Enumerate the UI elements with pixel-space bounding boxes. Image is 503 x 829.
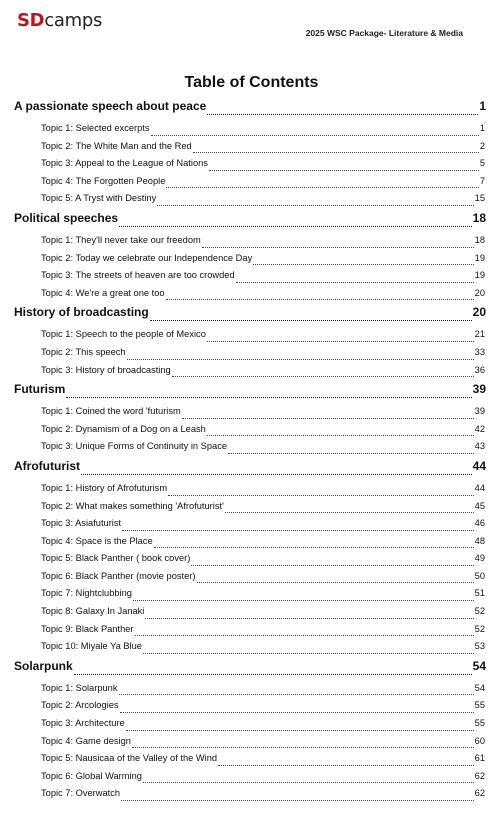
toc-topic-label: Topic 5: A Tryst with Destiny — [41, 193, 157, 204]
toc-topic-page: 55 — [474, 718, 485, 729]
dot-leader — [81, 459, 472, 480]
dot-leader — [202, 235, 474, 253]
toc-topic-page: 61 — [474, 753, 485, 764]
toc-section-entry[interactable] — [0, 459, 503, 480]
toc-topic-page: 51 — [474, 588, 485, 599]
page-title: Table of Contents — [184, 74, 319, 91]
dot-leader — [157, 193, 473, 211]
toc-section-page: 44 — [472, 458, 486, 473]
dot-leader — [143, 771, 474, 789]
dot-leader — [151, 123, 479, 141]
toc-topic-label: Topic 2: Today we celebrate our Independence Day — [41, 252, 253, 263]
toc-topic-page: 60 — [474, 735, 485, 746]
toc-topic-page: 50 — [474, 570, 485, 581]
toc-topic-entry[interactable] — [0, 536, 503, 554]
toc-section-title: Solarpunk — [14, 658, 73, 673]
dot-leader — [122, 518, 474, 536]
toc-topic-entry[interactable] — [0, 788, 503, 806]
toc-topic-label: Topic 2: The White Man and the Red — [41, 140, 192, 151]
toc-topic-label: Topic 3: History of broadcasting — [41, 364, 171, 375]
dot-leader — [127, 347, 474, 365]
package-label: 2025 WSC Package- Literature & Media — [305, 28, 463, 38]
toc-section-entry[interactable] — [0, 99, 503, 120]
toc-topic-label: Topic 4: We're a great one too — [41, 287, 165, 298]
toc-topic-page: 52 — [474, 623, 485, 634]
toc-topic-page: 7 — [479, 175, 485, 186]
toc-section-title: A passionate speech about peace — [14, 99, 207, 113]
dot-leader — [143, 641, 474, 659]
table-of-contents — [0, 99, 503, 806]
toc-topic-page: 21 — [474, 329, 485, 340]
toc-topic-label: Topic 4: The Forgotten People — [41, 175, 166, 186]
toc-topic-entry[interactable] — [0, 588, 503, 606]
toc-topic-page: 5 — [479, 158, 485, 169]
toc-topic-entry[interactable] — [0, 235, 503, 253]
toc-topic-entry[interactable] — [0, 518, 503, 536]
toc-topic-entry[interactable] — [0, 365, 503, 383]
dot-leader — [168, 483, 474, 501]
dot-leader — [172, 365, 474, 383]
toc-topic-label: Topic 8: Galaxy In Janaki — [41, 606, 145, 617]
toc-topic-page: 19 — [474, 252, 485, 263]
toc-topic-page: 19 — [474, 270, 485, 281]
toc-topic-label: Topic 4: Game design — [41, 735, 131, 746]
dot-leader — [145, 606, 473, 624]
dot-leader — [207, 99, 478, 120]
toc-section-entry[interactable] — [0, 211, 503, 232]
dot-leader — [132, 736, 474, 754]
toc-topic-label: Topic 2: This speech — [41, 346, 126, 357]
toc-topic-page: 20 — [474, 287, 485, 298]
toc-topic-label: Topic 6: Black Panther (movie poster) — [41, 570, 196, 581]
logo-part-sd: SD — [17, 10, 45, 31]
toc-topic-page: 18 — [474, 234, 485, 245]
toc-topic-page: 55 — [474, 700, 485, 711]
toc-topic-label: Topic 7: Nightclubbing — [41, 588, 132, 599]
toc-topic-label: Topic 6: Global Warming — [41, 770, 142, 781]
toc-topic-page: 53 — [474, 641, 485, 652]
dot-leader — [193, 141, 479, 159]
toc-section-page: 54 — [472, 658, 486, 673]
toc-topic-entry[interactable] — [0, 329, 503, 347]
toc-topic-page: 2 — [479, 140, 485, 151]
toc-topic-entry[interactable] — [0, 718, 503, 736]
dot-leader — [207, 329, 474, 347]
toc-topic-label: Topic 10: Miyale Ya Blue — [41, 641, 142, 652]
dot-leader — [66, 382, 471, 403]
toc-section-title: Political speeches — [14, 210, 119, 225]
toc-topic-page: 1 — [479, 123, 485, 133]
toc-topic-label: Topic 1: Speech to the people of Mexico — [41, 329, 206, 340]
dot-leader — [253, 253, 473, 271]
toc-section-page: 18 — [472, 210, 486, 225]
toc-topic-page: 62 — [474, 788, 485, 799]
toc-topic-label: Topic 2: What makes something 'Afrofuturist' — [41, 500, 224, 511]
dot-leader — [121, 788, 474, 806]
toc-topic-label: Topic 3: Appeal to the League of Nations — [41, 158, 208, 169]
dot-leader — [191, 553, 473, 571]
toc-topic-entry[interactable] — [0, 683, 503, 701]
toc-topic-page: 42 — [474, 423, 485, 434]
dot-leader — [225, 501, 474, 519]
toc-topic-entry[interactable] — [0, 193, 503, 211]
toc-topic-label: Topic 9: Black Panther — [41, 623, 134, 634]
toc-topic-entry[interactable] — [0, 288, 503, 306]
toc-topic-page: 45 — [474, 500, 485, 511]
toc-section-title: Futurism — [14, 382, 66, 397]
toc-topic-entry[interactable] — [0, 424, 503, 442]
toc-topic-label: Topic 3: Architecture — [41, 718, 125, 729]
dot-leader — [207, 424, 474, 442]
dot-leader — [182, 406, 474, 424]
toc-topic-label: Topic 3: The streets of heaven are too crowded — [41, 270, 235, 281]
toc-topic-page: 43 — [474, 441, 485, 452]
dot-leader — [209, 158, 479, 176]
toc-topic-label: Topic 1: Coined the word 'futurism — [41, 406, 181, 417]
dot-leader — [120, 700, 474, 718]
toc-section-entry[interactable] — [0, 305, 503, 326]
toc-topic-entry[interactable] — [0, 176, 503, 194]
toc-section-page: 20 — [472, 305, 486, 320]
toc-section-entry[interactable] — [0, 382, 503, 403]
dot-leader — [166, 288, 474, 306]
toc-topic-page: 52 — [474, 606, 485, 617]
toc-topic-entry[interactable] — [0, 253, 503, 271]
toc-topic-label: Topic 1: History of Afrofuturism — [41, 482, 168, 493]
dot-leader — [74, 659, 472, 680]
toc-topic-entry[interactable] — [0, 483, 503, 501]
dot-leader — [154, 536, 474, 554]
toc-section-entry[interactable] — [0, 659, 503, 680]
toc-topic-entry[interactable] — [0, 441, 503, 459]
dot-leader — [135, 624, 474, 642]
toc-topic-label: Topic 7: Overwatch — [41, 788, 121, 799]
sdcamps-logo — [17, 10, 102, 32]
toc-topic-entry[interactable] — [0, 771, 503, 789]
toc-topic-entry[interactable] — [0, 270, 503, 288]
toc-topic-page: 48 — [474, 535, 485, 546]
dot-leader — [218, 753, 474, 771]
dot-leader — [197, 571, 474, 589]
toc-topic-entry[interactable] — [0, 158, 503, 176]
dot-leader — [133, 588, 474, 606]
toc-topic-page: 54 — [474, 682, 485, 693]
toc-topic-label: Topic 5: Nausicaa of the Valley of the Wind — [41, 753, 218, 764]
dot-leader — [236, 270, 474, 288]
toc-topic-label: Topic 3: Asiafuturist — [41, 518, 122, 529]
logo-part-camps: camps — [44, 10, 103, 31]
dot-leader — [119, 683, 474, 701]
toc-topic-entry[interactable] — [0, 501, 503, 519]
toc-topic-entry[interactable] — [0, 553, 503, 571]
toc-topic-entry[interactable] — [0, 700, 503, 718]
toc-topic-entry[interactable] — [0, 141, 503, 159]
dot-leader — [119, 211, 472, 232]
dot-leader — [166, 176, 478, 194]
toc-topic-label: Topic 3: Unique Forms of Continuity in Space — [41, 441, 228, 452]
toc-topic-entry[interactable] — [0, 606, 503, 624]
toc-topic-entry[interactable] — [0, 347, 503, 365]
toc-section-title: Afrofuturist — [14, 458, 80, 473]
toc-topic-label: Topic 4: Space is the Place — [41, 535, 153, 546]
toc-topic-page: 33 — [474, 346, 485, 357]
dot-leader — [126, 718, 474, 736]
toc-topic-label: Topic 2: Arcologies — [41, 700, 119, 711]
toc-topic-label: Topic 1: Selected excerpts — [41, 123, 150, 133]
toc-section-page: 1 — [479, 99, 486, 113]
dot-leader — [228, 441, 474, 459]
toc-topic-label: Topic 2: Dynamism of a Dog on a Leash — [41, 423, 206, 434]
toc-topic-entry[interactable] — [0, 624, 503, 642]
toc-topic-entry[interactable] — [0, 641, 503, 659]
toc-topic-page: 46 — [474, 518, 485, 529]
toc-topic-page: 44 — [474, 482, 485, 493]
toc-topic-entry[interactable] — [0, 571, 503, 589]
toc-topic-label: Topic 1: They'll never take our freedom — [41, 234, 201, 245]
toc-topic-label: Topic 5: Black Panther ( book cover) — [41, 553, 191, 564]
toc-topic-page: 62 — [474, 770, 485, 781]
toc-topic-entry[interactable] — [0, 406, 503, 424]
dot-leader — [150, 305, 472, 326]
toc-topic-page: 36 — [474, 364, 485, 375]
toc-section-title: History of broadcasting — [14, 305, 149, 320]
toc-topic-label: Topic 1: Solarpunk — [41, 682, 118, 693]
toc-topic-entry[interactable] — [0, 736, 503, 754]
toc-topic-page: 15 — [474, 193, 485, 204]
toc-topic-entry[interactable] — [0, 123, 503, 141]
toc-topic-page: 49 — [474, 553, 485, 564]
toc-section-page: 39 — [472, 382, 486, 397]
toc-topic-entry[interactable] — [0, 753, 503, 771]
toc-topic-page: 39 — [474, 406, 485, 417]
